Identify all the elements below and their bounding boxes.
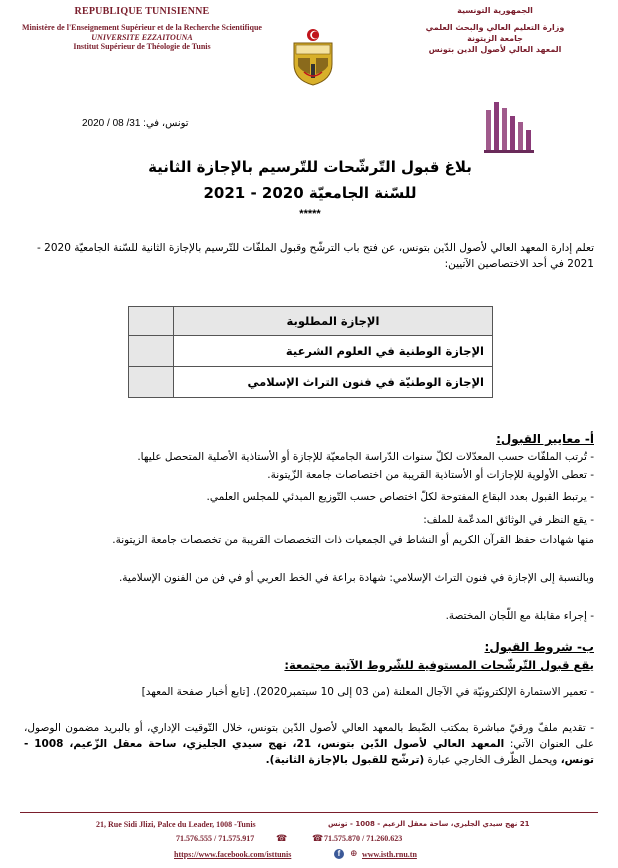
criteria-item: - تعطى الأولوية للإجازات أو الأستاذية القريبة من اختصاصات جامعة الزّيتونة.	[267, 469, 594, 481]
republic-ar: الجمهورية التونسية	[457, 6, 533, 15]
condition-text: ويحمل الظّرف الخارجي عبارة	[424, 754, 561, 766]
footer-address-fr: 21, Rue Sidi Jlizi, Palce du Leader, 1008 -Tunis	[96, 820, 256, 829]
section-b-title: ب- شروط القبول:	[484, 640, 594, 654]
footer-phones-ar: 71.575.870 / 71.260.623	[324, 834, 403, 843]
intro-paragraph: تعلم إدارة المعهد العالي لأصول الدّين بتونس، عن فتح باب الترشّح وقبول الملفّات للتّرسيم بالإجازة الثانية للسّنة الجامعيّة 2020 - 2021 في أحد الاختصاصين الآتيين:	[37, 242, 594, 270]
degree-row: الإجازة الوطنية في العلوم الشرعية	[174, 336, 493, 367]
criteria-item: وبالنسبة إلى الإجازة في فنون التراث الإسلامي: شهادة براعة في الخط العربي أو في فن من الفنون الإسلامية.	[118, 572, 594, 584]
university-ar: جامعة الزيتونة	[467, 34, 523, 43]
criteria-item: - تُرتب الملفّات حسب المعدّلات لكلّ سنوات الدّراسة الجامعيّة للإجازة أو الأستاذية الأصلية المتحصل عليها.	[137, 451, 594, 463]
section-b-subtitle: يقع قبول التّرشّحات المستوفية للشّروط الآتية مجتمعة:	[284, 658, 594, 672]
degree-table-header: الإجازة المطلوبة	[174, 307, 493, 336]
facebook-link[interactable]: https://www.facebook.com/isttunis	[174, 850, 292, 859]
date-line: تونس، في: 31/ 08 / 2020	[82, 118, 189, 129]
academic-year: للسّنة الجامعيّة 2020 - 2021	[203, 184, 417, 202]
phone-icon: ☎	[312, 834, 324, 844]
institute-ar: المعهد العالي لأصول الدين بتونس	[428, 45, 562, 54]
condition-item	[24, 720, 594, 768]
header-fr	[22, 6, 262, 51]
republic-fr: REPUBLIQUE TUNISIENNE	[74, 6, 210, 17]
separator-stars: *****	[299, 208, 321, 220]
globe-icon: ⊕	[350, 849, 358, 859]
header-ar	[390, 6, 600, 54]
criteria-item: - إجراء مقابلة مع اللّجان المختصة.	[445, 610, 594, 622]
tunisia-coat-of-arms-icon	[290, 28, 336, 86]
phone-icon: ☎	[276, 834, 288, 844]
ministry-fr: Ministère de l'Enseignement Supérieur et de la Recherche Scientifique	[22, 23, 262, 32]
footer-phones-fr: 71.576.555 / 71.575.917	[176, 834, 255, 843]
institute-fr: Institut Supérieur de Théologie de Tunis	[73, 42, 211, 51]
degree-table	[128, 306, 493, 398]
website-link[interactable]: www.isth.rnu.tn	[362, 850, 417, 859]
institute-logo-icon	[480, 100, 538, 156]
announcement-title: بلاغ قبول التّرشّحات للتّرسيم بالإجازة الثانية	[148, 158, 472, 176]
degree-row: الإجازة الوطنيّة في فنون التراث الإسلامي	[174, 367, 493, 398]
footer-address-ar: 21 نهج سيدي الجليزي، ساحة معقل الزعيم - 1008 - تونس	[328, 820, 530, 828]
mailing-address: المعهد العالي لأصول الدّين بتونس، 21، نهج سيدي الجليزي، ساحة معقل الزّعيم، 1008 - تونس،	[24, 738, 594, 766]
section-a-title: أ- معايير القبول:	[496, 432, 594, 446]
ministry-ar: وزارة التعليم العالي والبحث العلمي	[425, 23, 565, 32]
condition-text: - تقديم ملفّ ورقيّ مباشرة بمكتب الضّبط بالمعهد العالي لأصول الدّين بتونس، خلال التّوقيت الإداري، أو بالبريد مضمون الوصول، على العنوان الآتي:	[24, 722, 594, 750]
criteria-item: منها شهادات حفظ القرآن الكريم أو النشاط في الجمعيات ذات التخصصات القريبة من تخصصات جامعة الزيتونة.	[112, 534, 594, 546]
criteria-item: - يقع النظر في الوثائق المدعّمة للملف:	[423, 514, 594, 526]
condition-item: - تعمير الاستمارة الإلكترونيّة في الآجال المعلنة (من 03 إلى 10 سبتمبر2020). [تابع أخبار صفحة المعهد]	[141, 686, 594, 698]
university-fr: UNIVERSITE EZZAITOUNA	[91, 33, 193, 42]
criteria-item: - يرتبط القبول بعدد البقاع المفتوحة لكلّ اختصاص حسب التّوزيع المبدئي للمجلس العلمي.	[206, 491, 594, 503]
footer-divider	[20, 812, 598, 813]
envelope-phrase: (ترشّح للقبول بالإجازة الثانية).	[265, 754, 425, 766]
facebook-icon: f	[334, 849, 344, 859]
